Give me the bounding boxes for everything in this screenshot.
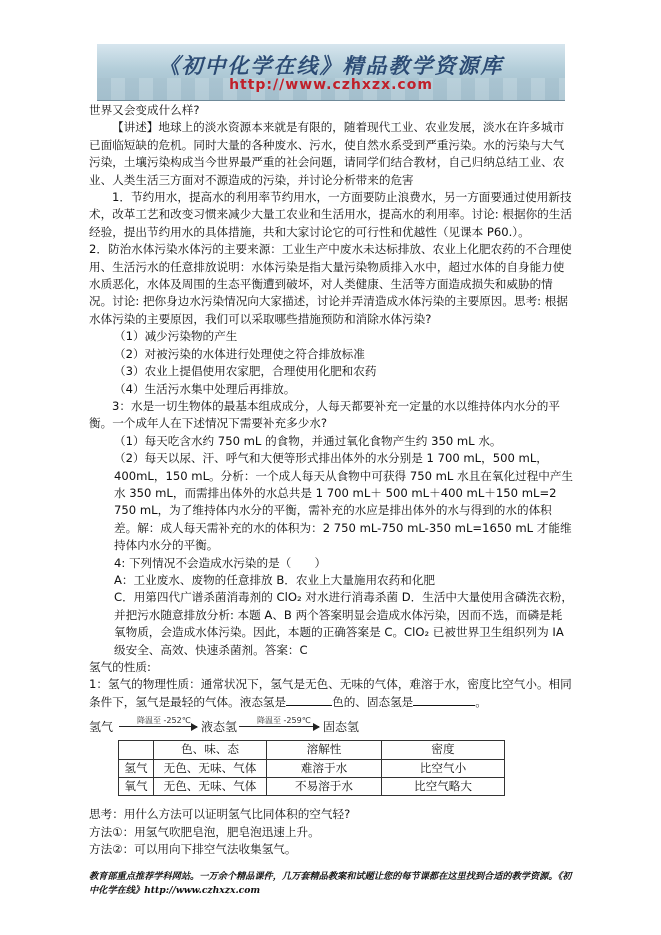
table-cell: 比空气略大 [382, 778, 505, 796]
table-cell: 难溶于水 [267, 759, 382, 777]
table-header: 色、味、态 [154, 741, 267, 759]
table-header: 密度 [382, 741, 505, 759]
list-item: （4）生活污水集中处理后再排放。 [114, 381, 296, 396]
banner-url-link[interactable]: http://www.czhxzx.com [229, 77, 433, 93]
table-cell: 氧气 [119, 778, 154, 796]
question-3-item: （2）每天以尿、汗、呼气和大便等形式排出体外的水分别是 1 700 mL，500 mL，400mL，150 mL。分析：一个成人每天从食物中可获得 750 mL 水且在氧化过程中产生水 350 mL，而需排出体外的水总共是 1 700 mL＋ 500 mL＋400 mL＋150 mL=2 750 mL，为了维持体内水分的平衡，需补充的水应是排出体外的水与得到的水的体积差。解：成人每天需补充的水的体积为：2 750 mL-750 mL-350 mL=1650 mL 才能维持体内水分的平衡。 [114, 451, 574, 553]
liquid-hydrogen-label: 液态氢 [201, 720, 238, 735]
question-3-item: （1）每天吃含水约 750 mL 的食物，并通过氧化食物产生约 350 mL 水。 [114, 433, 502, 448]
text-part: 1：氢气的物理性质：通常状况下，氢气是无色、无味的气体，难溶于水，密度比空气小。相同条件下，氢气是最轻的气体。液态氢是 [89, 677, 572, 709]
question-4-intro: 4: 下列情况不会造成水污染的是（ ） [114, 555, 327, 570]
condition-label: 降温至 -259℃ [257, 716, 311, 726]
hydrogen-gas-label: 氢气 [89, 720, 114, 735]
fill-blank [413, 694, 475, 706]
list-item: （3）农业上提倡使用农家肥，合理使用化肥和农药 [114, 364, 377, 379]
table-row [119, 759, 505, 777]
table-header: 溶解性 [267, 741, 382, 759]
text-part: 。 [475, 694, 487, 709]
solid-hydrogen-label: 固态氢 [323, 720, 360, 735]
paragraph: 【讲述】地球上的淡水资源本来就是有限的，随着现代工业、农业发展，淡水在许多城市已面临短缺的危机。同时大量的各种废水、污水，使自然水系受到严重污染。水的污染与大气污染，土壤污染构成当今世界最严重的社会问题，请同学们结合教材，自己归纳总结工业、农业、人类生活三方面对不源造成的污染，并讨论分析带来的危害 [89, 120, 565, 187]
list-item: （1）减少污染物的产生 [114, 329, 238, 344]
banner-title: 《初中化学在线》精品教学资源库 [158, 53, 504, 78]
table-cell: 比空气小 [382, 759, 505, 777]
hydrogen-physical-properties [89, 676, 573, 711]
fill-blank [286, 694, 332, 706]
site-banner [97, 44, 565, 101]
paragraph: 世界又会变成什么样? [89, 103, 200, 117]
method-item: 方法②：可以用向下排空气法收集氢气。 [89, 842, 297, 857]
condition-label: 降温至 -252℃ [137, 716, 191, 726]
document-body [89, 102, 573, 859]
table-cell: 氢气 [119, 759, 154, 777]
table-row [119, 778, 505, 796]
table-cell: 不易溶于水 [267, 778, 382, 796]
table-header [119, 741, 154, 759]
list-item: （2）对被污染的水体进行处理使之符合排放标准 [114, 346, 365, 361]
thinking-question: 思考：用什么方法可以证明氢气比同体积的空气轻? [89, 807, 351, 822]
paragraph: 1．节约用水，提高水的利用率节约用水，一方面要防止浪费水，另一方面要通过使用新技术，改革工艺和改变习惯来减少大量工农业和生活用水，提高水的利用率。讨论: 根据你的生活经验，提出节约用水的具体措施，共和大家讨论它的可行性和优越性（见课本 P60.）。 2．防治水体污染水体污的主要来源：工业生产中废水未达标排放、农业上化肥农药的不合理使用、生活污水的任意排放说明：水体污染是指大量污染物质排入水中，超过水体的自身能力使水质恶化，水体及周围的生态平衡遭到破坏，对人类健康、生活等方面造成损失和威胁的情况。讨论: 把你身边水污染情况向大家描述，讨论并弄清造成水体污染的主要原因。思考: 根据水体污染的主要原因，我们可以采取哪些措施预防和消除水体污染? [89, 190, 572, 326]
question-4-rest: C．用第四代广谱杀菌消毒剂的 ClO₂ 对水进行消毒杀菌 D．生活中大量使用含磷洗衣粉，并把污水随意排放分析: 本题 A、B 两个答案明显会造成水体污染，因而不选，而磷是耗氧物质，会造成水体污染。因此，本题的正确答案是 C。ClO₂ 已被世界卫生组织列为 IA 级安全、高效、快速杀菌剂。答案：C [114, 590, 573, 657]
text-part: 色的、固态氢是 [332, 694, 414, 709]
question-4-options: A：工业废水、废物的任意排放 B．农业上大量施用农药和化肥 [114, 572, 436, 587]
section-heading: 氢气的性质: [89, 660, 151, 674]
table-header-row [119, 741, 505, 759]
arrow-icon [119, 726, 197, 727]
page-footer: 教育部重点推荐学科网站。一万余个精品课件，几万套精品教案和试题让您的每节课都在这里找到合适的教学资源。《初中化学在线》http://www.czhxzx.com [89, 871, 572, 896]
table-cell: 无色、无味、气体 [154, 759, 267, 777]
properties-table [118, 740, 505, 796]
question-3-intro: 3：水是一切生物体的最基本组成成分，人每天都要补充一定量的水以维持体内水分的平衡。一个成年人在下述情况下需要补充多少水? [89, 398, 560, 431]
state-change-diagram [89, 714, 573, 738]
method-item: 方法①：用氢气吹肥皂泡，肥皂泡迅速上升。 [89, 824, 320, 839]
table-cell: 无色、无味、气体 [154, 778, 267, 796]
arrow-icon [239, 726, 319, 727]
